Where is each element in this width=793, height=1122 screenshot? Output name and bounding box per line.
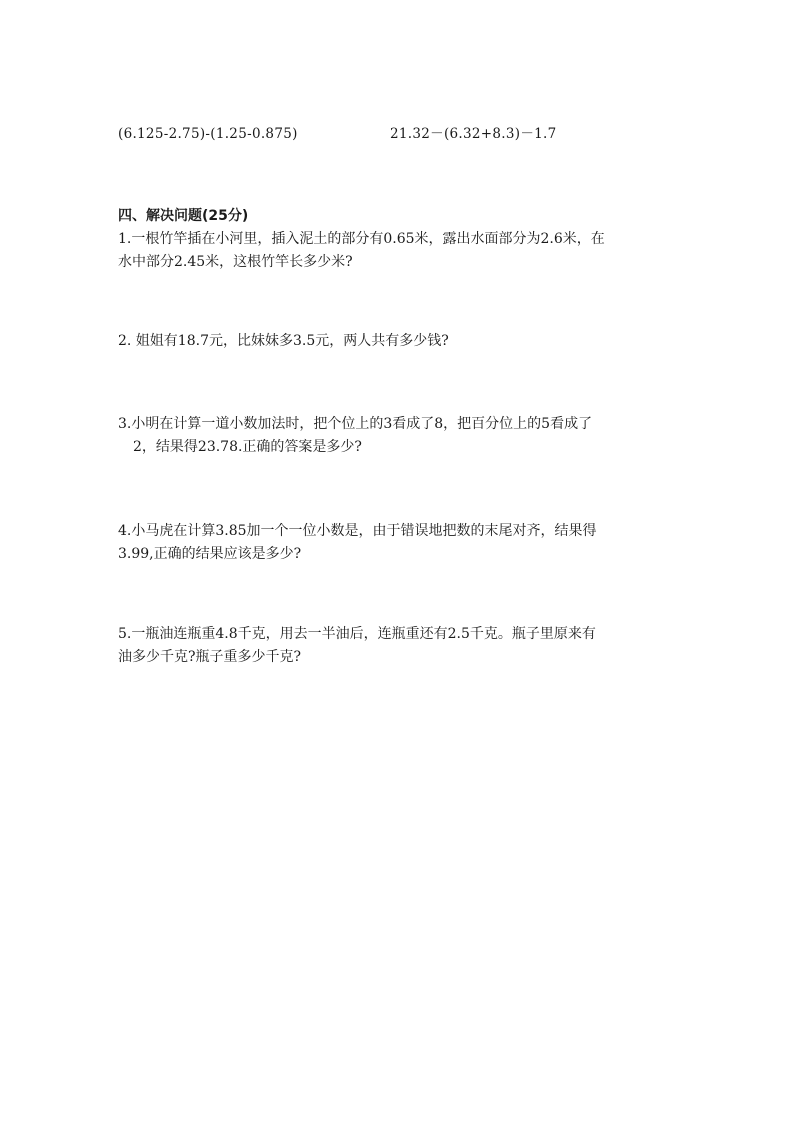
problem-5-line-1: 5.一瓶油连瓶重4.8千克，用去一半油后，连瓶重还有2.5千克。瓶子里原来有 — [118, 626, 596, 642]
problem-5-line-2: 油多少千克?瓶子重多少千克? — [118, 649, 302, 665]
calculation-expression-2: 21.32－(6.32+8.3)－1.7 — [390, 126, 557, 142]
problem-1-line-1: 1.一根竹竿插在小河里，插入泥土的部分有0.65米，露出水面部分为2.6米，在 — [118, 231, 605, 247]
problem-3-line-2: 2，结果得23.78.正确的答案是多少? — [133, 439, 362, 455]
problem-2-line-1: 2. 姐姐有18.7元，比妹妹多3.5元，两人共有多少钱? — [118, 333, 449, 349]
problem-3-line-1: 3.小明在计算一道小数加法时，把个位上的3看成了8，把百分位上的5看成了 — [118, 416, 593, 432]
calculation-expression-1: (6.125-2.75)-(1.25-0.875) — [118, 126, 298, 142]
problem-4-line-2: 3.99,正确的结果应该是多少? — [118, 546, 302, 562]
section-heading: 四、解决问题(25分) — [118, 208, 249, 224]
problem-1-line-2: 水中部分2.45米，这根竹竿长多少米? — [118, 254, 353, 270]
problem-4-line-1: 4.小马虎在计算3.85加一个一位小数是，由于错误地把数的末尾对齐，结果得 — [118, 523, 597, 539]
